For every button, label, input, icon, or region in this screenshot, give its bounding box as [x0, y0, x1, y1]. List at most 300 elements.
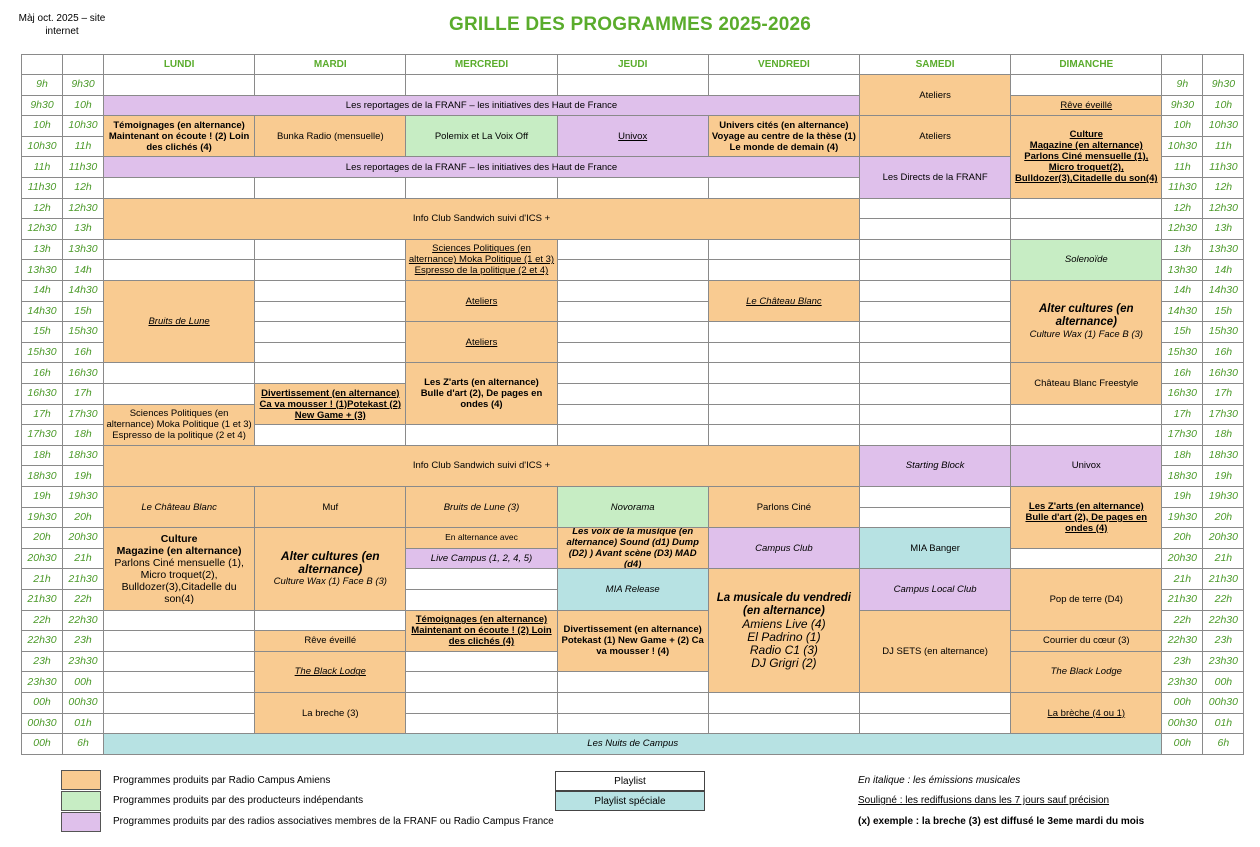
time-cell: 13h30 [21, 259, 63, 281]
playlist-slot [254, 280, 406, 302]
time-cell: 11h [1161, 156, 1203, 178]
time-cell: 00h [1161, 733, 1203, 755]
time-cell: 19h [62, 465, 104, 487]
playlist-slot [254, 321, 406, 343]
programme-block[interactable] [1010, 115, 1162, 198]
playlist-slot [405, 589, 557, 611]
time-cell: 9h30 [1161, 95, 1203, 117]
time-cell: 23h30 [1161, 671, 1203, 693]
day-header-mardi: MARDI [254, 54, 406, 75]
playlist-slot [557, 383, 709, 405]
programme-block[interactable] [103, 115, 255, 157]
programme-text: Parlons Ciné mensuelle (1), [1024, 151, 1149, 163]
playlist-slot [1010, 198, 1162, 220]
playlist-slot [254, 301, 406, 323]
time-cell: 20h [21, 527, 63, 549]
time-cell: 00h30 [1161, 713, 1203, 735]
playlist-slot [557, 424, 709, 446]
programme-text: Espresso de la politique (2 et 4) [414, 265, 549, 277]
programme-block[interactable] [254, 383, 406, 425]
programme-text: Univox [1071, 460, 1101, 472]
programme-block[interactable] [708, 527, 860, 569]
time-cell: 00h30 [21, 713, 63, 735]
programme-text: Sciences Politiques (en alternance) Moka Politique (1 et 3) [408, 243, 555, 266]
programme-text: Culture [160, 532, 198, 545]
time-cell: 13h [62, 218, 104, 240]
time-cell: 9h [21, 74, 63, 96]
legend-swatch-franf [61, 812, 101, 832]
programme-block[interactable] [103, 280, 255, 363]
programme-block[interactable] [557, 527, 709, 569]
programme-block[interactable] [103, 445, 860, 487]
time-cell: 18h30 [21, 465, 63, 487]
time-cell: 15h [62, 301, 104, 323]
time-cell: 17h [21, 404, 63, 426]
playlist-slot [254, 177, 406, 199]
time-cell: 14h30 [1161, 301, 1203, 323]
programme-block[interactable] [859, 610, 1011, 693]
time-cell: 16h30 [21, 383, 63, 405]
playlist-slot [557, 74, 709, 96]
programme-text: Solenoïde [1064, 254, 1108, 266]
playlist-slot [859, 692, 1011, 714]
programme-block[interactable] [405, 115, 557, 157]
time-cell: 00h [1202, 671, 1244, 693]
programme-block[interactable] [1010, 630, 1162, 652]
programme-text: Témoignages (en alternance) [113, 119, 245, 131]
playlist-slot [708, 424, 860, 446]
programme-text: La brèche (4 ou 1) [1047, 707, 1126, 719]
programme-text: Château Blanc Freestyle [1034, 377, 1139, 389]
time-cell: 18h [1161, 445, 1203, 467]
time-cell: 19h30 [21, 507, 63, 529]
playlist-slot [708, 404, 860, 426]
time-cell: 21h [62, 548, 104, 570]
programme-block[interactable] [103, 486, 255, 528]
time-cell: 13h30 [1202, 239, 1244, 261]
time-cell: 12h [21, 198, 63, 220]
time-cell: 15h [1161, 321, 1203, 343]
programme-block[interactable] [405, 548, 557, 570]
playlist-slot [405, 74, 557, 96]
programme-block[interactable] [1010, 280, 1162, 363]
playlist-slot [103, 74, 255, 96]
playlist-slot [859, 713, 1011, 735]
time-cell: 18h30 [1202, 445, 1244, 467]
programme-text: Culture Wax (1) Face B (3) [273, 576, 387, 588]
playlist-slot [859, 342, 1011, 364]
playlist-slot [557, 713, 709, 735]
time-cell: 15h30 [1202, 321, 1244, 343]
time-cell: 19h [1161, 486, 1203, 508]
programme-block[interactable] [557, 610, 709, 673]
playlist-slot [557, 301, 709, 323]
programme-text: Bruits de Lune [148, 316, 210, 328]
time-cell: 13h [21, 239, 63, 261]
playlist-slot [557, 259, 709, 281]
programme-block[interactable] [1010, 651, 1162, 693]
playlist-slot [859, 362, 1011, 384]
playlist-slot [859, 239, 1011, 261]
time-cell: 13h30 [62, 239, 104, 261]
time-cell: 22h [62, 589, 104, 611]
time-cell: 21h30 [21, 589, 63, 611]
programme-text: Info Club Sandwich suivi d'ICS + [412, 460, 551, 472]
playlist-slot [708, 362, 860, 384]
time-cell: 12h30 [62, 198, 104, 220]
programme-block[interactable] [708, 280, 860, 322]
programme-block[interactable] [1010, 692, 1162, 734]
playlist-slot [103, 239, 255, 261]
playlist-slot [103, 362, 255, 384]
programme-block[interactable] [254, 115, 406, 157]
programme-text: Amiens Live (4) [742, 616, 826, 631]
programme-block[interactable] [405, 486, 557, 528]
time-cell: 00h30 [62, 692, 104, 714]
programme-block[interactable] [254, 651, 406, 693]
programme-text: Ateliers [919, 89, 951, 101]
programme-text: Bulldozer(3),Citadelle du son(4) [121, 580, 237, 605]
time-cell: 22h30 [21, 630, 63, 652]
playlist-slot [254, 74, 406, 96]
time-cell: 9h30 [21, 95, 63, 117]
programme-block[interactable] [254, 630, 406, 652]
time-cell: 18h30 [1161, 465, 1203, 487]
playlist-slot [405, 177, 557, 199]
programme-block[interactable] [859, 527, 1011, 569]
time-cell: 20h30 [62, 527, 104, 549]
programme-text: Muf [322, 501, 339, 513]
time-cell: 00h [21, 692, 63, 714]
playlist-slot [859, 280, 1011, 302]
time-cell: 10h [62, 95, 104, 117]
time-cell: 12h30 [1202, 198, 1244, 220]
programme-block[interactable] [405, 362, 557, 425]
playlist-slot [1010, 218, 1162, 240]
programme-text: Rêve éveillé [1060, 99, 1113, 111]
legend-exemple: (x) exemple : la breche (3) est diffusé le 3eme mardi du mois [858, 816, 1145, 827]
programme-block[interactable] [103, 95, 860, 117]
programme-text: Ateliers [919, 130, 951, 142]
programme-text: Voyage au centre de la thèse (1) [711, 130, 856, 142]
time-cell: 14h30 [62, 280, 104, 302]
playlist-slot [557, 280, 709, 302]
programme-text: MIA Banger [910, 542, 960, 554]
programme-text: Le monde de demain (4) [729, 141, 839, 153]
time-cell: 16h [62, 342, 104, 364]
playlist-slot [708, 239, 860, 261]
programme-block[interactable] [254, 692, 406, 734]
time-cell: 21h30 [1202, 568, 1244, 590]
time-cell: 6h [62, 733, 104, 755]
time-cell: 10h [21, 115, 63, 137]
time-cell: 20h [62, 507, 104, 529]
playlist-slot [708, 321, 860, 343]
time-cell: 16h30 [1202, 362, 1244, 384]
playlist-slot [405, 692, 557, 714]
time-cell: 10h [1202, 95, 1244, 117]
programme-text: Les reportages de la FRANF – les initiatives des Haut de France [345, 161, 618, 173]
time-cell: 00h [1161, 692, 1203, 714]
playlist-slot [708, 713, 860, 735]
programme-text: Maintenant on écoute ! (2) Loin des clichés (4) [108, 130, 250, 153]
programme-text: Le Château Blanc [141, 501, 217, 513]
time-cell: 12h [62, 177, 104, 199]
time-cell: 17h [1161, 404, 1203, 426]
programme-block[interactable] [1010, 362, 1162, 404]
time-cell: 17h [62, 383, 104, 405]
playlist-slot [103, 671, 255, 693]
programme-text: Radio C1 (3) [749, 642, 818, 657]
time-cell: 18h30 [62, 445, 104, 467]
playlist-slot [557, 692, 709, 714]
programme-block[interactable] [405, 280, 557, 322]
programme-block[interactable] [254, 486, 406, 528]
programme-text: Novorama [610, 501, 655, 513]
time-cell: 11h [62, 136, 104, 158]
playlist-slot [859, 424, 1011, 446]
programme-block[interactable] [405, 321, 557, 363]
playlist-slot [103, 259, 255, 281]
time-cell: 12h [1202, 177, 1244, 199]
time-cell: 20h30 [1202, 527, 1244, 549]
time-cell: 10h30 [21, 136, 63, 158]
time-cell: 17h30 [21, 424, 63, 446]
day-header-jeudi: JEUDI [557, 54, 709, 75]
programme-block[interactable] [859, 445, 1011, 487]
time-cell: 21h [1161, 568, 1203, 590]
time-cell: 10h [1161, 115, 1203, 137]
programme-text: Univox [618, 130, 648, 142]
day-header-dimanche: DIMANCHE [1010, 54, 1162, 75]
programme-text: The Black Lodge [1050, 666, 1122, 678]
time-cell: 17h [1202, 383, 1244, 405]
programme-block[interactable] [557, 568, 709, 610]
programme-block[interactable] [103, 156, 860, 178]
programme-text: MIA Release [605, 583, 660, 595]
playlist-slot [859, 507, 1011, 529]
time-cell: 01h [62, 713, 104, 735]
time-cell: 15h30 [1161, 342, 1203, 364]
playlist-slot [557, 404, 709, 426]
page-title: GRILLE DES PROGRAMMES 2025-2026 [448, 14, 812, 35]
programme-text: Parlons Ciné mensuelle (1), [114, 556, 244, 569]
time-cell: 23h [62, 630, 104, 652]
playlist-slot [708, 383, 860, 405]
programme-text: Les Z'arts (en alternance) [424, 377, 539, 389]
programme-block[interactable] [1010, 239, 1162, 281]
time-cell: 23h [1161, 651, 1203, 673]
time-cell: 00h30 [1202, 692, 1244, 714]
programme-block[interactable] [859, 156, 1011, 198]
time-cell: 18h [62, 424, 104, 446]
time-cell: 19h [1202, 465, 1244, 487]
programme-block[interactable] [1010, 568, 1162, 631]
programme-text: Pop de terre (D4) [1049, 594, 1123, 606]
programme-text: Live Campus (1, 2, 4, 5) [430, 553, 533, 565]
header-blank-left-2 [62, 54, 104, 75]
time-cell: 13h [1202, 218, 1244, 240]
time-cell: 11h30 [1161, 177, 1203, 199]
programme-text: Les Nuits de Campus [587, 738, 679, 750]
time-cell: 23h [1202, 630, 1244, 652]
time-cell: 01h [1202, 713, 1244, 735]
time-cell: 10h30 [62, 115, 104, 137]
programme-text: Les Z'arts (en alternance) [1028, 500, 1144, 512]
programme-text: Bulle d'art (2), De pages en ondes (4) [1025, 511, 1148, 534]
time-cell: 19h30 [1202, 486, 1244, 508]
time-cell: 14h30 [21, 301, 63, 323]
programme-text: Les reportages de la FRANF – les initiatives des Haut de France [345, 99, 618, 111]
programme-block[interactable] [708, 115, 860, 157]
programme-text: Témoignages (en alternance) [415, 614, 548, 626]
legend-playlist: Playlist [555, 771, 705, 791]
programme-block[interactable] [859, 115, 1011, 157]
time-cell: 15h [21, 321, 63, 343]
programme-text: Maintenant on écoute ! (2) Loin des clichés (4) [411, 625, 552, 648]
programme-text: El Padrino (1) [747, 629, 821, 644]
programme-text: Bulldozer(3),Citadelle du son(4) [1015, 173, 1158, 185]
playlist-slot [859, 383, 1011, 405]
programme-text: Divertissement (en alternance) [261, 387, 400, 399]
time-cell: 18h [1202, 424, 1244, 446]
programme-text: Micro troquet(2), [140, 568, 218, 581]
programme-text: DJ Grigri (2) [751, 655, 817, 670]
time-cell: 21h [21, 568, 63, 590]
legend-independants: Programmes produits par des producteurs indépendants [113, 795, 364, 806]
programme-text: Micro troquet(2), [1048, 162, 1124, 174]
programme-block[interactable] [1010, 95, 1162, 117]
programme-block[interactable] [557, 486, 709, 528]
programme-block[interactable] [859, 74, 1011, 116]
playlist-slot [859, 486, 1011, 508]
time-cell: 16h30 [1161, 383, 1203, 405]
time-cell: 11h30 [62, 156, 104, 178]
time-cell: 17h30 [1161, 424, 1203, 446]
time-cell: 11h30 [1202, 156, 1244, 178]
programme-block[interactable] [405, 239, 557, 281]
programme-block[interactable] [405, 610, 557, 652]
time-cell: 9h30 [1202, 74, 1244, 96]
time-cell: 17h30 [1202, 404, 1244, 426]
time-cell: 11h [21, 156, 63, 178]
time-cell: 20h [1202, 507, 1244, 529]
programme-text: Campus Local Club [893, 583, 977, 595]
programme-text: Magazine (en alternance) [116, 544, 242, 557]
playlist-slot [708, 342, 860, 364]
legend-swatch-independants [61, 791, 101, 811]
programme-block[interactable] [708, 568, 860, 693]
programme-block[interactable] [557, 115, 709, 157]
playlist-slot [1010, 548, 1162, 570]
playlist-slot [708, 74, 860, 96]
time-cell: 14h [1161, 280, 1203, 302]
programme-text: Divertissement (en alternance) [563, 624, 702, 636]
playlist-slot [103, 692, 255, 714]
programme-text: Les voix de la musique (en alternance) Sound (d1) Dump (D2) ) Avant scène (D3) MAD (d4) [566, 527, 699, 570]
day-header-vendredi: VENDREDI [708, 54, 860, 75]
programme-text: DJ SETS (en alternance) [882, 645, 988, 657]
programme-text: Ateliers [465, 336, 498, 348]
playlist-slot [859, 259, 1011, 281]
time-cell: 12h30 [1161, 218, 1203, 240]
legend-swatch-radio-campus [61, 770, 101, 790]
playlist-slot [405, 671, 557, 693]
day-header-samedi: SAMEDI [859, 54, 1011, 75]
playlist-slot [254, 259, 406, 281]
legend-franf: Programmes produits par des radios associatives membres de la FRANF ou Radio Campus France [113, 816, 554, 827]
time-cell: 14h [62, 259, 104, 281]
programme-text: Polemix et La Voix Off [434, 130, 529, 142]
programme-block[interactable] [1010, 486, 1162, 549]
time-cell: 14h30 [1202, 280, 1244, 302]
time-cell: 15h30 [21, 342, 63, 364]
programme-text: La musicale du vendredi (en alternance) [716, 591, 851, 617]
time-cell: 22h30 [1161, 630, 1203, 652]
time-cell: 9h [1161, 74, 1203, 96]
day-header-lundi: LUNDI [103, 54, 255, 75]
programme-block[interactable] [859, 568, 1011, 610]
programme-block[interactable] [103, 527, 255, 610]
time-cell: 9h30 [62, 74, 104, 96]
time-cell: 23h30 [62, 651, 104, 673]
legend-playlist-speciale: Playlist spéciale [555, 791, 705, 811]
programme-text: Magazine (en alternance) [1029, 140, 1143, 152]
programme-text: New Game + (3) [294, 409, 366, 421]
programme-text: Parlons Ciné [756, 501, 812, 513]
programme-text: La breche (3) [302, 707, 359, 719]
programme-text: Bulle d'art (2), De pages en ondes (4) [420, 388, 543, 411]
programme-text: Bruits de Lune (3) [443, 501, 520, 513]
programme-text: Campus Club [755, 542, 813, 554]
time-cell: 16h30 [62, 362, 104, 384]
time-cell: 11h [1202, 136, 1244, 158]
programme-block[interactable] [103, 733, 1162, 755]
time-cell: 19h30 [1161, 507, 1203, 529]
playlist-slot [708, 692, 860, 714]
programme-block[interactable] [103, 404, 255, 446]
programme-block[interactable] [405, 527, 557, 549]
programme-block[interactable] [254, 527, 406, 610]
programme-text: Potekast (1) New Game + (2) Ca va mousser ! (4) [561, 635, 704, 658]
programme-block[interactable] [1010, 445, 1162, 487]
programme-text: Espresso de la politique (2 et 4) [112, 430, 246, 442]
playlist-slot [557, 321, 709, 343]
legend-italique: En italique : les émissions musicales [858, 775, 1021, 786]
programme-block[interactable] [103, 198, 860, 240]
programme-text: Le Château Blanc [746, 295, 822, 307]
playlist-slot [859, 301, 1011, 323]
time-cell: 16h [21, 362, 63, 384]
playlist-slot [405, 651, 557, 673]
playlist-slot [405, 424, 557, 446]
playlist-slot [103, 630, 255, 652]
programme-text: Les Directs de la FRANF [882, 171, 988, 183]
playlist-slot [859, 404, 1011, 426]
playlist-slot [859, 198, 1011, 220]
time-cell: 14h [21, 280, 63, 302]
time-cell: 23h30 [21, 671, 63, 693]
programme-block[interactable] [708, 486, 860, 528]
playlist-slot [405, 568, 557, 590]
time-cell: 20h30 [21, 548, 63, 570]
programme-text: Courrier du cœur (3) [1042, 635, 1130, 647]
playlist-slot [708, 177, 860, 199]
playlist-slot [557, 239, 709, 261]
playlist-slot [254, 362, 406, 384]
programme-text: Bunka Radio (mensuelle) [276, 130, 384, 142]
playlist-slot [859, 218, 1011, 240]
